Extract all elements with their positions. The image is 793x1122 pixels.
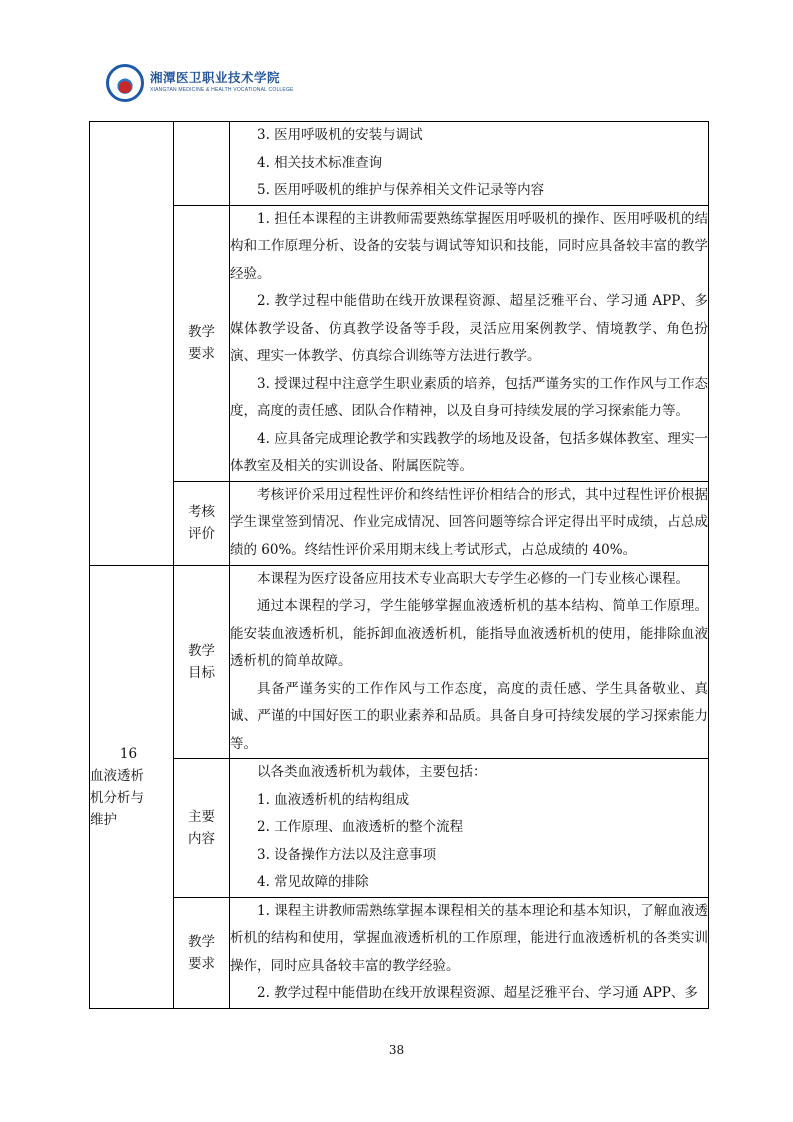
- college-logo: [106, 62, 294, 106]
- paragraph: 通过本课程的学习，学生能够掌握血液透析机的基本结构、简单工作原理。能安装血液透析机，能拆卸血液透析机，能指导血液透析机的使用，能排除血液透析机的简单故障。: [230, 598, 708, 669]
- table-row: [90, 565, 709, 759]
- logo-chinese-name: 湘潭医卫职业技术学院: [150, 70, 281, 85]
- list-item: 5. 医用呼吸机的维护与保养相关文件记录等内容: [257, 182, 545, 198]
- course-name-line: 维护: [90, 811, 117, 828]
- course-number: 16: [119, 745, 138, 762]
- paragraph: 2. 教学过程中能借助在线开放课程资源、超星泛雅平台、学习通 APP、多媒体教学设备、仿真教学设备等手段，灵活应用案例教学、情境教学、角色扮演、理实一体教学、仿真综合训练等方法进行教学。: [230, 293, 708, 364]
- paragraph: 3. 授课过程中注意学生职业素质的培养，包括严谨务实的工作作风与工作态度，高度的责任感、团队合作精神，以及自身可持续发展的学习探索能力等。: [230, 375, 708, 419]
- teaching-goals-label: 教学 目标: [174, 565, 230, 759]
- teaching-requirements-content: [230, 205, 709, 481]
- paragraph: 考核评价采用过程性评价和终结性评价相结合的形式，其中过程性评价根据学生课堂签到情况、作业完成情况、回答问题等综合评定得出平时成绩，占总成绩的 60%。终结性评价采用期末线上考试形式，占总成绩的 40%。: [230, 486, 708, 558]
- course-name-line: 血液透析: [90, 767, 144, 784]
- paragraph: 1. 担任本课程的主讲教师需要熟练掌握医用呼吸机的操作、医用呼吸机的结构和工作原理分析、设备的安装与调试等知识和技能，同时应具备较丰富的教学经验。: [230, 210, 708, 282]
- teaching-requirements-content: [230, 897, 709, 1008]
- page-number: 38: [388, 1043, 405, 1057]
- teaching-requirements-label: 教学 要求: [174, 205, 230, 481]
- table-row: [90, 759, 709, 898]
- teaching-requirements-label: 教学 要求: [174, 897, 230, 1008]
- table-row: [90, 122, 709, 206]
- paragraph: 2. 教学过程中能借助在线开放课程资源、超星泛雅平台、学习通 APP、多: [257, 985, 698, 1001]
- paragraph: 4. 应具备完成理论教学和实践教学的场地及设备，包括多媒体教室、理实一体教室及相关的实训设备、附属医院等。: [230, 430, 708, 474]
- prev-course-cell: [90, 122, 174, 566]
- list-item: 3. 设备操作方法以及注意事项: [257, 846, 437, 863]
- course-name-line: 机分析与: [90, 789, 144, 806]
- list-item: 4. 相关技术标准查询: [257, 154, 383, 171]
- content-intro: 以各类血液透析机为载体，主要包括：: [257, 764, 487, 780]
- table-row: [90, 897, 709, 1008]
- logo-english-name: XIANGTAN MEDICINE & HEALTH VOCATIONAL COLLEGE: [150, 87, 294, 93]
- list-item: 2. 工作原理、血液透析的整个流程: [257, 819, 464, 835]
- paragraph: 具备严谨务实的工作作风与工作态度，高度的责任感、学生具备敬业、真诚、严谨的中国好医工的职业素养和品质。具备自身可持续发展的学习探索能力等。: [230, 680, 708, 752]
- prev-content-cell: [230, 122, 709, 206]
- assessment-content: [230, 481, 709, 565]
- main-content-label: 主要 内容: [174, 759, 230, 898]
- teaching-goals-content: [230, 565, 709, 759]
- syllabus-table: [89, 121, 709, 1009]
- list-item: 1. 血液透析机的结构组成: [257, 791, 410, 808]
- list-item: 4. 常见故障的排除: [257, 874, 369, 890]
- prev-content-label-cell: [174, 122, 230, 206]
- list-item: 3. 医用呼吸机的安装与调试: [257, 127, 423, 143]
- paragraph: 1. 课程主讲教师需熟练掌握本课程相关的基本理论和基本知识，了解血液透析机的结构和使用，掌握血液透析机的工作原理，能进行血液透析机的各类实训操作，同时应具备较丰富的教学经验。: [230, 902, 708, 974]
- paragraph: 本课程为医疗设备应用技术专业高职大专学生必修的一门专业核心课程。: [257, 570, 689, 587]
- assessment-label: 考核 评价: [174, 481, 230, 565]
- course-16-name-cell: [90, 565, 174, 1008]
- main-content-content: [230, 759, 709, 898]
- table-row: [90, 481, 709, 565]
- table-row: [90, 205, 709, 481]
- college-emblem-icon: [106, 64, 144, 102]
